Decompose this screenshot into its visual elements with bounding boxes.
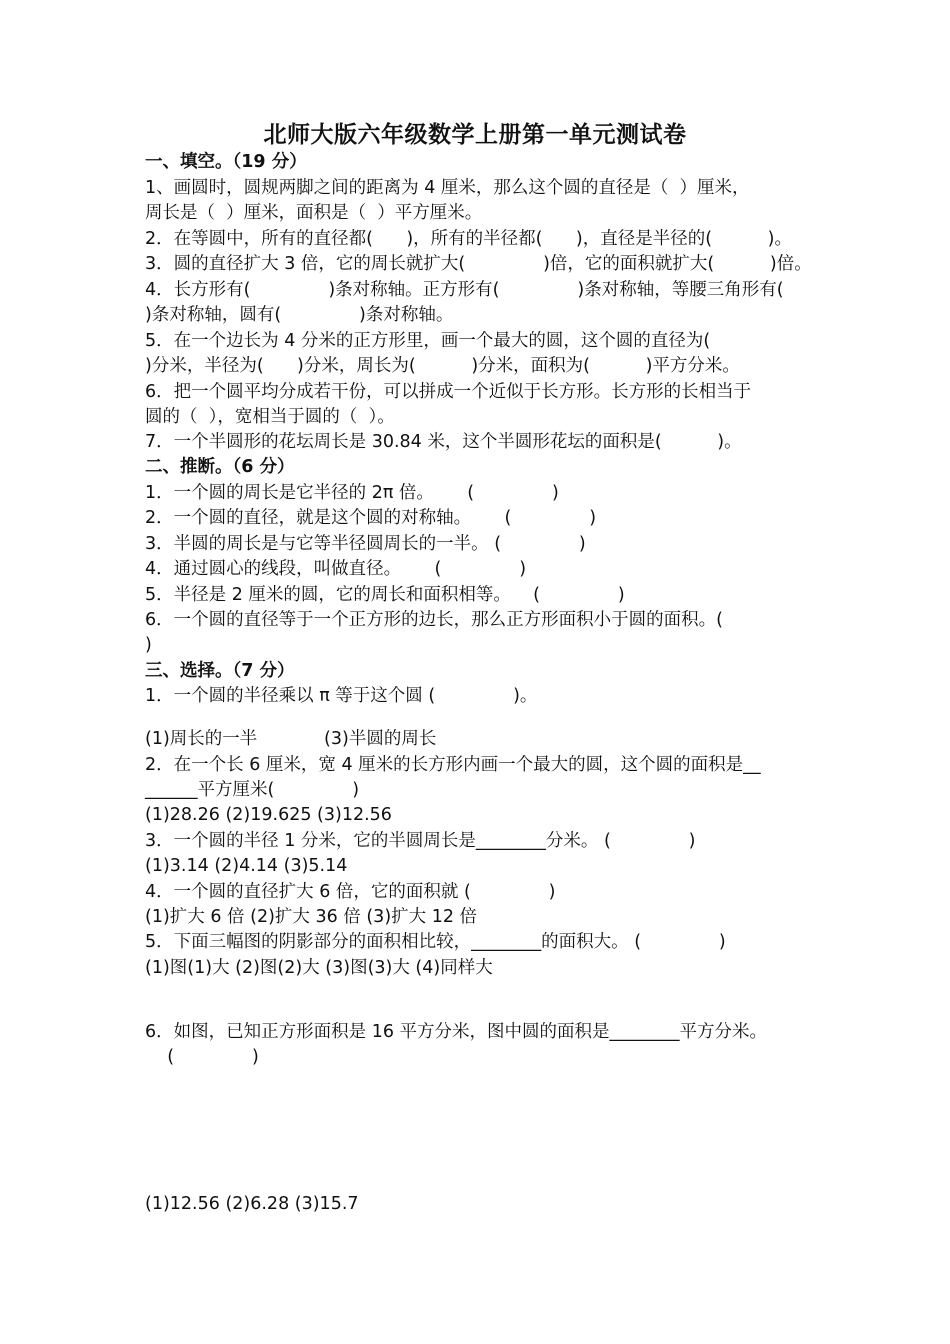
question-line: )分米，半径为( )分米，周长为( )分米，面积为( )平方分米。: [145, 356, 740, 376]
question-line: 5．半径是 2 厘米的圆，它的周长和面积相等。 ( ): [145, 585, 625, 605]
option-line: (1)周长的一半 (3)半圆的周长: [145, 729, 437, 749]
option-line: (1)扩大 6 倍 (2)扩大 36 倍 (3)扩大 12 倍: [145, 907, 478, 927]
question-line: 4．通过圆心的线段，叫做直径。 ( ): [145, 559, 527, 579]
question-line: 6．把一个圆平均分成若干份，可以拼成一个近似于长方形。长方形的长相当于: [145, 382, 752, 402]
question-line: 4．一个圆的直径扩大 6 倍，它的面积就 ( ): [145, 882, 556, 902]
question-line: 2．在一个长 6 厘米，宽 4 厘米的长方形内画一个最大的圆，这个圆的面积是__: [145, 755, 761, 775]
question-line: ): [145, 635, 152, 655]
question-line: 2．一个圆的直径，就是这个圆的对称轴。 ( ): [145, 508, 597, 528]
question-line: 3．圆的直径扩大 3 倍，它的周长就扩大( )倍，它的面积就扩大( )倍。: [145, 254, 812, 274]
question-line: )条对称轴，圆有( )条对称轴。: [145, 305, 454, 325]
option-line: (1)图(1)大 (2)图(2)大 (3)图(3)大 (4)同样大: [145, 958, 493, 978]
document-title: 北师大版六年级数学上册第一单元测试卷: [263, 122, 687, 148]
question-line: 1．一个圆的半径乘以 π 等于这个圆 ( )。: [145, 686, 538, 706]
option-line: (1)12.56 (2)6.28 (3)15.7: [145, 1194, 359, 1214]
question-line: 5．下面三幅图的阴影部分的面积相比较，________的面积大。 ( ): [145, 932, 726, 952]
option-line: (1)28.26 (2)19.625 (3)12.56: [145, 805, 392, 825]
question-line: 7．一个半圆形的花坛周长是 30.84 米，这个半圆形花坛的面积是( )。: [145, 432, 742, 452]
section-heading-choice: 三、选择。（7 分）: [145, 661, 295, 681]
question-line: 6．如图，已知正方形面积是 16 平方分米，图中圆的面积是________平方分米。: [145, 1022, 768, 1042]
question-line: 圆的（ ），宽相当于圆的（ ）。: [145, 407, 395, 427]
section-heading-judge: 二、推断。（6 分）: [145, 457, 295, 477]
question-line: 5．在一个边长为 4 分米的正方形里，画一个最大的圆，这个圆的直径为(: [145, 331, 711, 351]
question-line: 3．一个圆的半径 1 分米，它的半圆周长是________分米。 ( ): [145, 831, 696, 851]
section-heading-fill-in: 一、填空。（19 分）: [145, 152, 307, 172]
question-line: 1．一个圆的周长是它半径的 2π 倍。 ( ): [145, 483, 559, 503]
question-line: 2．在等圆中，所有的直径都( )，所有的半径都( )，直径是半径的( )。: [145, 229, 792, 249]
question-line: 4．长方形有( )条对称轴。正方形有( )条对称轴，等腰三角形有(: [145, 280, 784, 300]
question-line: ______平方厘米( ): [145, 780, 360, 800]
question-line: 周长是（ ）厘米，面积是（ ）平方厘米。: [145, 203, 483, 223]
question-line: 3．半圆的周长是与它等半径圆周长的一半。 ( ): [145, 534, 586, 554]
question-line: 1、画圆时，圆规两脚之间的距离为 4 厘米，那么这个圆的直径是（ ）厘米，: [145, 178, 750, 198]
question-line: 6．一个圆的直径等于一个正方形的边长，那么正方形面积小于圆的面积。(: [145, 610, 723, 630]
question-line: ( ): [145, 1047, 259, 1067]
option-line: (1)3.14 (2)4.14 (3)5.14: [145, 856, 348, 876]
